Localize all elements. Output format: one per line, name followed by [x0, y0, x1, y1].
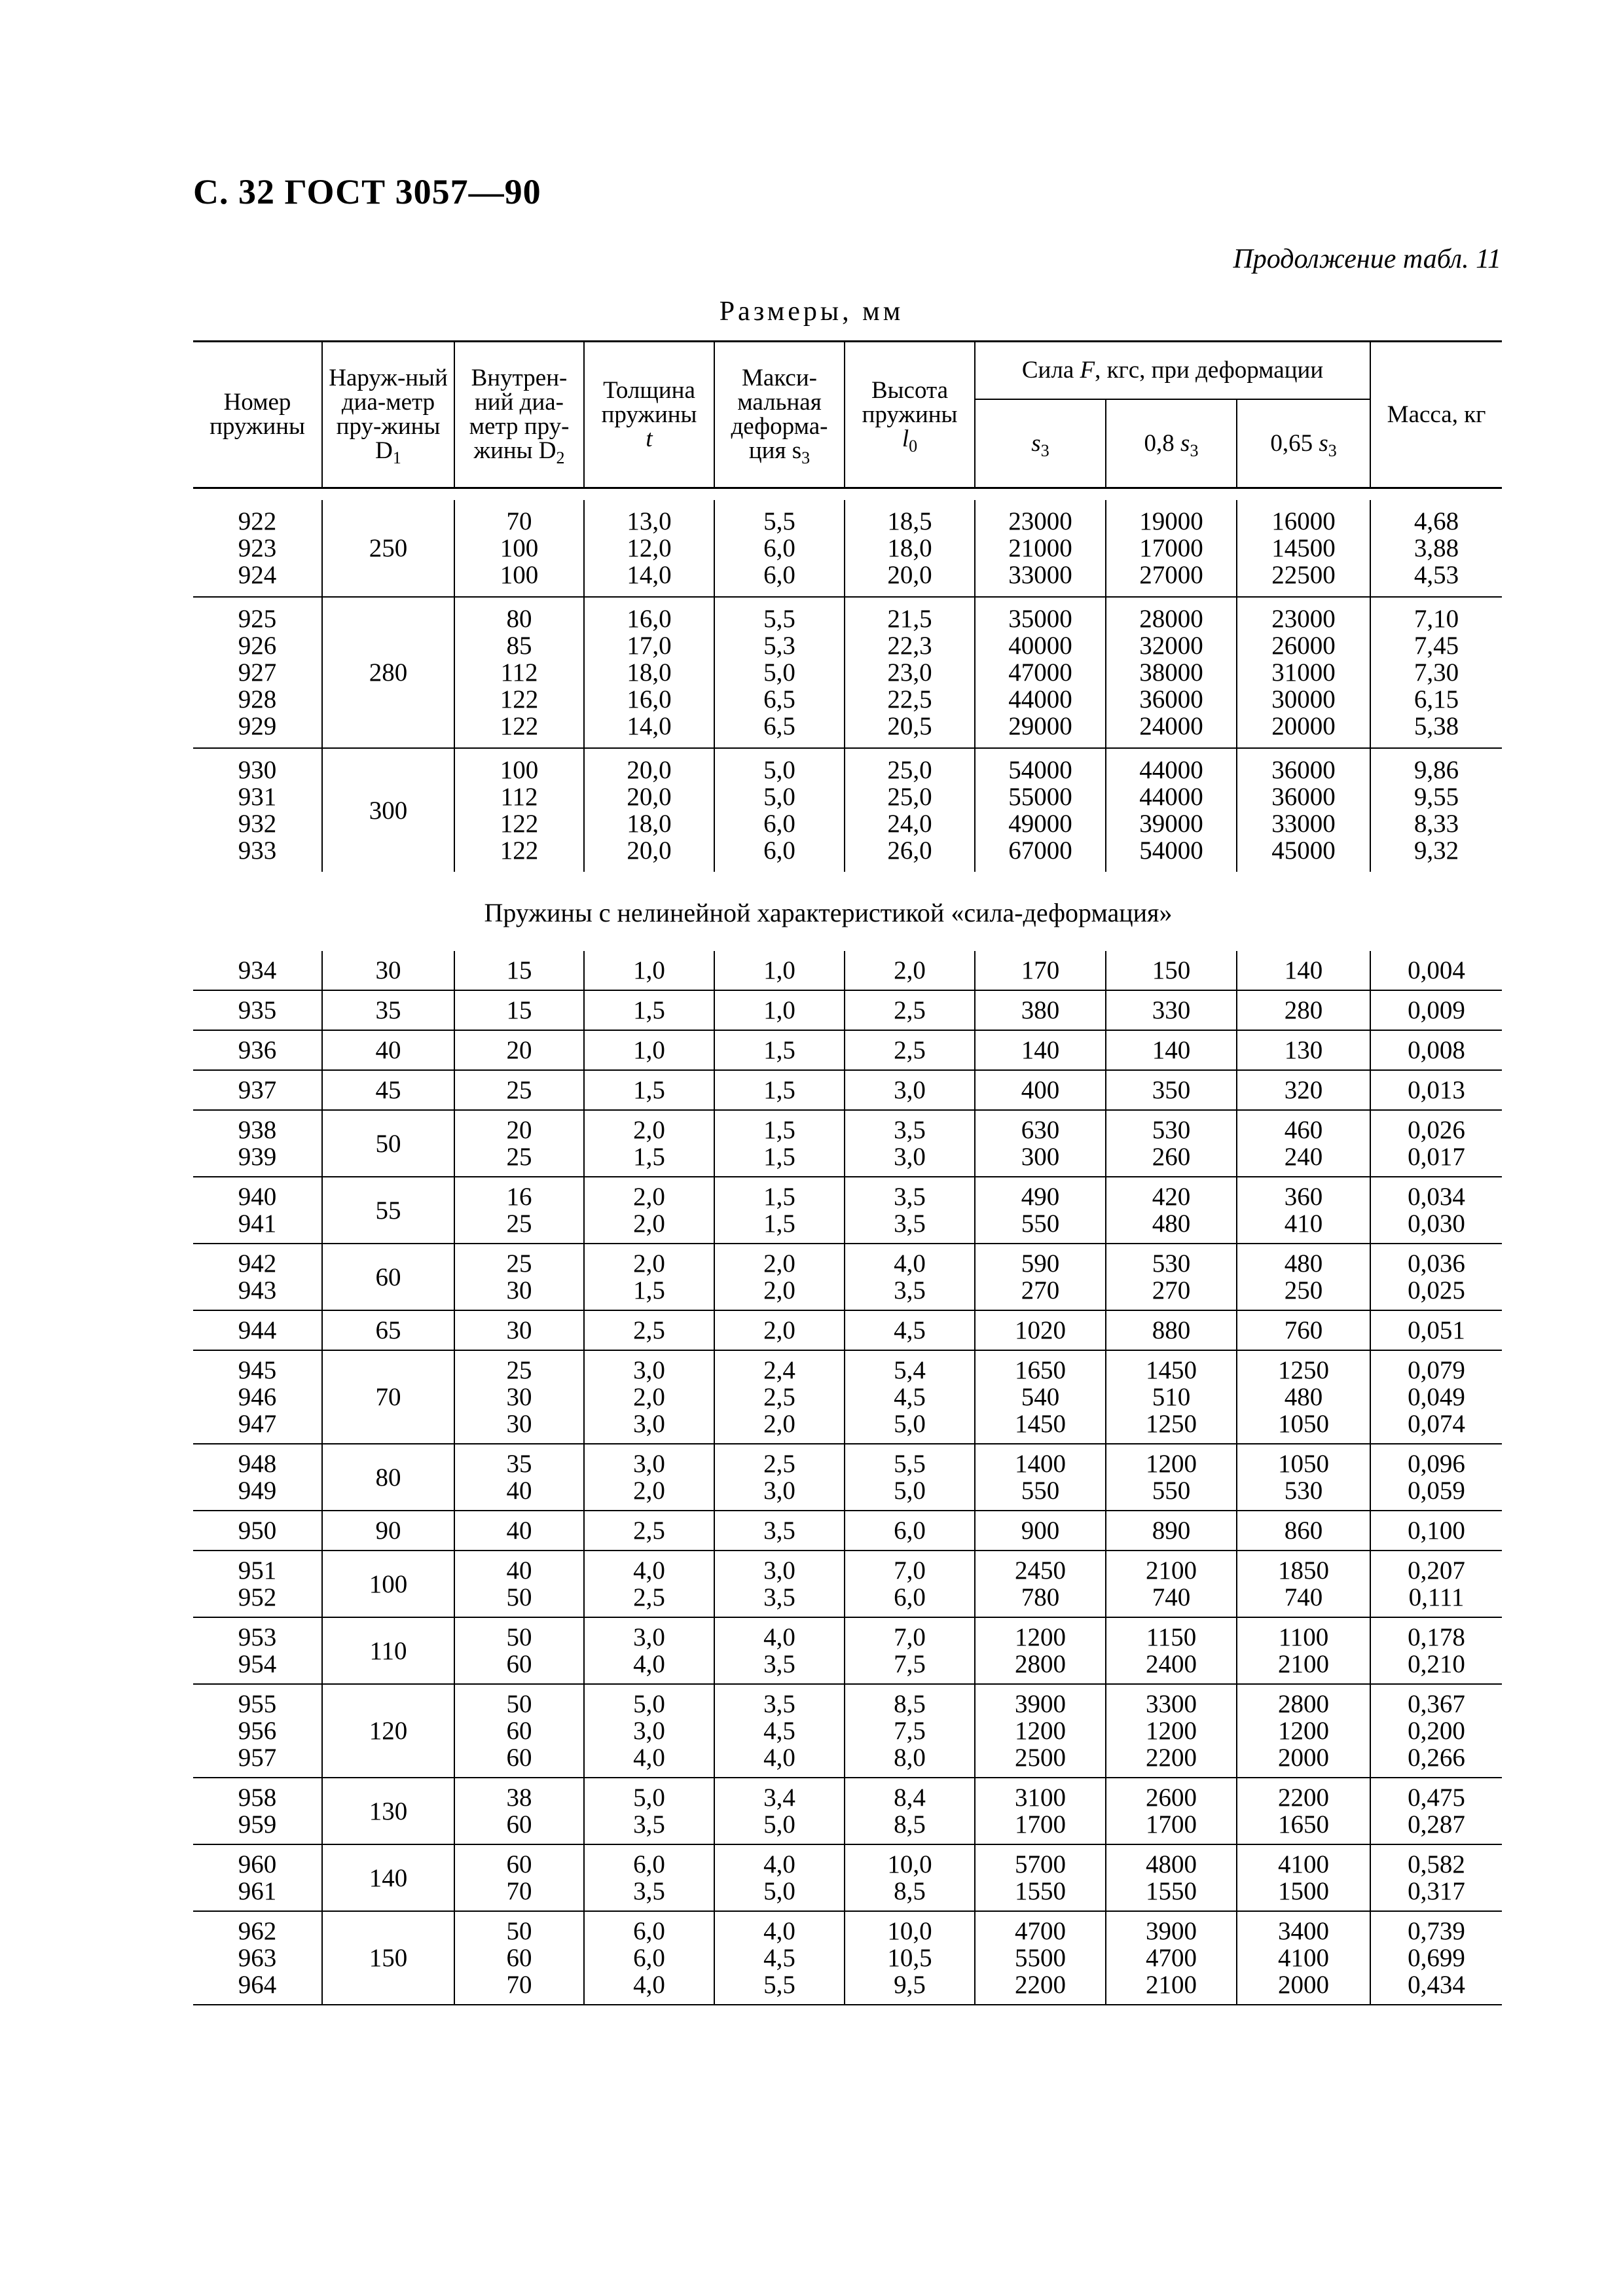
- cell-height: 7,0 7,5: [845, 1617, 975, 1684]
- table-row: [193, 1778, 1502, 1844]
- cell-force-08-s3: 2600 1700: [1106, 1778, 1237, 1844]
- header-number: Номер пружины: [210, 389, 305, 440]
- cell-thickness: 2,0 1,5: [584, 1244, 714, 1310]
- cell-height: 25,0 25,0 24,0 26,0: [845, 748, 975, 872]
- cell-mass: 0,178 0,210: [1370, 1617, 1502, 1684]
- units-caption: Размеры, мм: [719, 296, 904, 327]
- cell-force-065-s3: 3400 4100 2000: [1237, 1911, 1370, 2005]
- cell-mass: 0,026 0,017: [1370, 1110, 1502, 1177]
- spring-table-linear: [193, 500, 1502, 872]
- cell-force-08-s3: 4800 1550: [1106, 1844, 1237, 1911]
- cell-height: 2,0: [845, 951, 975, 990]
- cell-force-08-s3: 420 480: [1106, 1177, 1237, 1244]
- cell-inner-diameter: 15: [454, 990, 584, 1030]
- cell-spring-number: 951 952: [193, 1551, 322, 1617]
- cell-max-deformation: 4,0 5,0: [714, 1844, 845, 1911]
- cell-inner-diameter: 16 25: [454, 1177, 584, 1244]
- cell-inner-diameter: 30: [454, 1310, 584, 1350]
- cell-spring-number: 936: [193, 1030, 322, 1070]
- cell-force-065-s3: 480 250: [1237, 1244, 1370, 1310]
- cell-force-065-s3: 1850 740: [1237, 1551, 1370, 1617]
- cell-force-08-s3: 3300 1200 2200: [1106, 1684, 1237, 1778]
- cell-force-08-s3: 330: [1106, 990, 1237, 1030]
- cell-height: 2,5: [845, 990, 975, 1030]
- cell-outer-diameter: 150: [322, 1911, 454, 2005]
- cell-force-08-s3: 530 260: [1106, 1110, 1237, 1177]
- cell-height: 21,5 22,3 23,0 22,5 20,5: [845, 597, 975, 748]
- cell-max-deformation: 5,0 5,0 6,0 6,0: [714, 748, 845, 872]
- cell-force-s3: 4700 5500 2200: [975, 1911, 1106, 2005]
- cell-inner-diameter: 50 60 70: [454, 1911, 584, 2005]
- table-row: [193, 1844, 1502, 1911]
- cell-inner-diameter: 40: [454, 1511, 584, 1551]
- cell-max-deformation: 2,0: [714, 1310, 845, 1350]
- cell-inner-diameter: 80 85 112 122 122: [454, 597, 584, 748]
- cell-max-deformation: 2,5 3,0: [714, 1444, 845, 1511]
- cell-force-s3: 170: [975, 951, 1106, 990]
- header-max-deformation: Макси-мальная деформа-ция $s_3$: [714, 342, 845, 487]
- cell-inner-diameter: 60 70: [454, 1844, 584, 1911]
- cell-max-deformation: 1,5: [714, 1070, 845, 1110]
- cell-max-deformation: 1,5: [714, 1030, 845, 1070]
- cell-mass: 0,582 0,317: [1370, 1844, 1502, 1911]
- cell-thickness: 16,0 17,0 18,0 16,0 14,0: [584, 597, 714, 748]
- cell-force-08-s3: 1200 550: [1106, 1444, 1237, 1511]
- cell-force-s3: 1400 550: [975, 1444, 1106, 1511]
- cell-height: 8,5 7,5 8,0: [845, 1684, 975, 1778]
- cell-height: 10,0 8,5: [845, 1844, 975, 1911]
- table-row: [193, 1617, 1502, 1684]
- cell-force-065-s3: 23000 26000 31000 30000 20000: [1237, 597, 1370, 748]
- table-row: [193, 1030, 1502, 1070]
- cell-outer-diameter: 250: [322, 500, 454, 597]
- cell-inner-diameter: 25 30 30: [454, 1350, 584, 1444]
- cell-spring-number: 930 931 932 933: [238, 756, 277, 865]
- cell-force-065-s3: 130: [1237, 1030, 1370, 1070]
- cell-height: 3,0: [845, 1070, 975, 1110]
- cell-outer-diameter: 130: [322, 1778, 454, 1844]
- cell-max-deformation: 3,5: [714, 1511, 845, 1551]
- cell-force-065-s3: 1250 480 1050: [1237, 1350, 1370, 1444]
- cell-force-065-s3: 360 410: [1237, 1177, 1370, 1244]
- cell-max-deformation: 2,0 2,0: [714, 1244, 845, 1310]
- cell-thickness: 3,0 2,0: [584, 1444, 714, 1511]
- cell-max-deformation: 3,4 5,0: [714, 1778, 845, 1844]
- cell-thickness: 1,0: [584, 951, 714, 990]
- spring-table-nonlinear: [193, 951, 1502, 2005]
- table-row: [193, 748, 1502, 872]
- cell-force-065-s3: 1050 530: [1237, 1444, 1370, 1511]
- cell-force-08-s3: 28000 32000 38000 36000 24000: [1106, 597, 1237, 748]
- header-inner-diameter: Внутрен-ний диа-метр пру-жины $D_2$: [454, 342, 584, 487]
- cell-mass: 0,004: [1370, 951, 1502, 990]
- cell-force-065-s3: 460 240: [1237, 1110, 1370, 1177]
- cell-force-s3: 2450 780: [975, 1551, 1106, 1617]
- page-header: С. 32 ГОСТ 3057—90: [193, 172, 541, 211]
- cell-force-08-s3: 1450 510 1250: [1106, 1350, 1237, 1444]
- cell-mass: 7,10 7,45 7,30 6,15 5,38: [1370, 597, 1502, 748]
- cell-force-065-s3: 140: [1237, 951, 1370, 990]
- cell-force-065-s3: 2800 1200 2000: [1237, 1684, 1370, 1778]
- cell-thickness: 6,0 6,0 4,0: [584, 1911, 714, 2005]
- header-mass: Масса, кг: [1370, 342, 1502, 487]
- cell-thickness: 2,5: [584, 1310, 714, 1350]
- cell-max-deformation: 4,0 4,5 5,5: [714, 1911, 845, 2005]
- cell-thickness: 20,0 20,0 18,0 20,0: [584, 748, 714, 872]
- cell-height: 18,5 18,0 20,0: [845, 500, 975, 597]
- cell-force-065-s3: 36000 36000 33000 45000: [1237, 748, 1370, 872]
- table-row: [193, 1244, 1502, 1310]
- section-title: Пружины с нелинейной характеристикой «сила-деформация»: [484, 898, 1173, 927]
- cell-thickness: 1,0: [584, 1030, 714, 1070]
- cell-spring-number: 958 959: [193, 1778, 322, 1844]
- cell-inner-diameter: 40 50: [454, 1551, 584, 1617]
- cell-mass: 0,096 0,059: [1370, 1444, 1502, 1511]
- table-row: [193, 951, 1502, 990]
- cell-force-065-s3: 280: [1237, 990, 1370, 1030]
- cell-height: 4,5: [845, 1310, 975, 1350]
- cell-force-s3: 900: [975, 1511, 1106, 1551]
- cell-force-065-s3: 760: [1237, 1310, 1370, 1350]
- cell-max-deformation: 1,0: [714, 990, 845, 1030]
- cell-height: 10,0 10,5 9,5: [845, 1911, 975, 2005]
- cell-force-s3: 1650 540 1450: [975, 1350, 1106, 1444]
- cell-spring-number: 962 963 964: [193, 1911, 322, 2005]
- table-row: [193, 1511, 1502, 1551]
- cell-outer-diameter: 50: [322, 1110, 454, 1177]
- cell-force-065-s3: 860: [1237, 1511, 1370, 1551]
- cell-inner-diameter: 15: [454, 951, 584, 990]
- cell-spring-number: 945 946 947: [193, 1350, 322, 1444]
- cell-mass: 0,013: [1370, 1070, 1502, 1110]
- cell-outer-diameter: 60: [322, 1244, 454, 1310]
- cell-height: 5,5 5,0: [845, 1444, 975, 1511]
- cell-outer-diameter: 100: [322, 1551, 454, 1617]
- cell-inner-diameter: 25: [454, 1070, 584, 1110]
- cell-force-065-s3: 16000 14500 22500: [1237, 500, 1370, 597]
- cell-mass: 4,68 3,88 4,53: [1370, 500, 1502, 597]
- cell-outer-diameter: 280: [322, 597, 454, 748]
- cell-inner-diameter: 25 30: [454, 1244, 584, 1310]
- cell-inner-diameter: 70 100 100: [454, 500, 584, 597]
- header-force: Сила F, кгс, при деформации: [975, 342, 1370, 399]
- cell-force-08-s3: 350: [1106, 1070, 1237, 1110]
- cell-force-s3: 140: [975, 1030, 1106, 1070]
- cell-height: 3,5 3,0: [845, 1110, 975, 1177]
- cell-force-s3: 400: [975, 1070, 1106, 1110]
- cell-spring-number: 935: [193, 990, 322, 1030]
- cell-force-s3: 54000 55000 49000 67000: [975, 748, 1106, 872]
- cell-outer-diameter: 70: [322, 1350, 454, 1444]
- cell-outer-diameter: 140: [322, 1844, 454, 1911]
- cell-max-deformation: 3,5 4,5 4,0: [714, 1684, 845, 1778]
- cell-mass: 0,079 0,049 0,074: [1370, 1350, 1502, 1444]
- cell-thickness: 4,0 2,5: [584, 1551, 714, 1617]
- header-force-08-s3: 0,8 $s_3$: [1106, 399, 1237, 487]
- cell-force-s3: 3100 1700: [975, 1778, 1106, 1844]
- cell-max-deformation: 1,0: [714, 951, 845, 990]
- cell-outer-diameter: 35: [322, 990, 454, 1030]
- header-thickness: Толщина пружины t: [584, 342, 714, 487]
- cell-force-s3: 23000 21000 33000: [975, 500, 1106, 597]
- cell-force-s3: 3900 1200 2500: [975, 1684, 1106, 1778]
- cell-height: 8,4 8,5: [845, 1778, 975, 1844]
- cell-thickness: 5,0 3,5: [584, 1778, 714, 1844]
- cell-max-deformation: 3,0 3,5: [714, 1551, 845, 1617]
- table-row: [193, 1444, 1502, 1511]
- cell-mass: 0,009: [1370, 990, 1502, 1030]
- cell-force-08-s3: 2100 740: [1106, 1551, 1237, 1617]
- cell-force-08-s3: 3900 4700 2100: [1106, 1911, 1237, 2005]
- cell-mass: 0,367 0,200 0,266: [1370, 1684, 1502, 1778]
- cell-force-065-s3: 2200 1650: [1237, 1778, 1370, 1844]
- cell-mass: 0,100: [1370, 1511, 1502, 1551]
- cell-mass: 0,034 0,030: [1370, 1177, 1502, 1244]
- cell-inner-diameter: 35 40: [454, 1444, 584, 1511]
- cell-mass: 0,207 0,111: [1370, 1551, 1502, 1617]
- cell-height: 5,4 4,5 5,0: [845, 1350, 975, 1444]
- header-height: Высота пружины $l_0$: [845, 342, 975, 487]
- cell-inner-diameter: 50 60: [454, 1617, 584, 1684]
- cell-thickness: 13,0 12,0 14,0: [584, 500, 714, 597]
- cell-spring-number: 938 939: [193, 1110, 322, 1177]
- cell-force-065-s3: 4100 1500: [1237, 1844, 1370, 1911]
- cell-force-08-s3: 140: [1106, 1030, 1237, 1070]
- cell-thickness: 3,0 2,0 3,0: [584, 1350, 714, 1444]
- cell-force-08-s3: 19000 17000 27000: [1106, 500, 1237, 597]
- cell-spring-number: 950: [193, 1511, 322, 1551]
- cell-outer-diameter: 110: [322, 1617, 454, 1684]
- cell-height: 2,5: [845, 1030, 975, 1070]
- cell-max-deformation: 5,5 6,0 6,0: [714, 500, 845, 597]
- cell-force-s3: 35000 40000 47000 44000 29000: [975, 597, 1106, 748]
- cell-max-deformation: 5,5 5,3 5,0 6,5 6,5: [714, 597, 845, 748]
- cell-height: 3,5 3,5: [845, 1177, 975, 1244]
- cell-thickness: 3,0 4,0: [584, 1617, 714, 1684]
- cell-spring-number: 940 941: [193, 1177, 322, 1244]
- cell-spring-number: 948 949: [193, 1444, 322, 1511]
- cell-force-s3: 1200 2800: [975, 1617, 1106, 1684]
- cell-max-deformation: 2,4 2,5 2,0: [714, 1350, 845, 1444]
- table-continuation-label: Продолжение табл. 11: [1233, 244, 1501, 274]
- cell-mass: 0,739 0,699 0,434: [1370, 1911, 1502, 2005]
- cell-spring-number: 955 956 957: [193, 1684, 322, 1778]
- cell-max-deformation: 1,5 1,5: [714, 1110, 845, 1177]
- table-row: [193, 500, 1502, 597]
- cell-force-08-s3: 150: [1106, 951, 1237, 990]
- cell-spring-number: 953 954: [193, 1617, 322, 1684]
- cell-inner-diameter: 50 60 60: [454, 1684, 584, 1778]
- cell-force-065-s3: 1100 2100: [1237, 1617, 1370, 1684]
- table-row: [193, 1070, 1502, 1110]
- cell-mass: 0,036 0,025: [1370, 1244, 1502, 1310]
- cell-force-08-s3: 44000 44000 39000 54000: [1106, 748, 1237, 872]
- table-row: [193, 1310, 1502, 1350]
- cell-spring-number: 922 923 924: [193, 500, 322, 597]
- cell-thickness: 6,0 3,5: [584, 1844, 714, 1911]
- cell-outer-diameter: 80: [322, 1444, 454, 1511]
- cell-force-s3: 380: [975, 990, 1106, 1030]
- cell-spring-number: 942 943: [193, 1244, 322, 1310]
- cell-height: 7,0 6,0: [845, 1551, 975, 1617]
- table-header: [193, 340, 1502, 489]
- table-row: [193, 1684, 1502, 1778]
- cell-thickness: 1,5: [584, 990, 714, 1030]
- cell-force-08-s3: 880: [1106, 1310, 1237, 1350]
- table-row: [193, 1110, 1502, 1177]
- cell-outer-diameter: 55: [322, 1177, 454, 1244]
- cell-thickness: 5,0 3,0 4,0: [584, 1684, 714, 1778]
- cell-mass: 0,008: [1370, 1030, 1502, 1070]
- cell-thickness: 2,0 1,5: [584, 1110, 714, 1177]
- cell-outer-diameter: 45: [322, 1070, 454, 1110]
- table-row: [193, 597, 1502, 748]
- cell-thickness: 1,5: [584, 1070, 714, 1110]
- cell-spring-number: 925 926 927 928 929: [193, 597, 322, 748]
- cell-spring-number: 937: [193, 1070, 322, 1110]
- cell-thickness: 2,0 2,0: [584, 1177, 714, 1244]
- cell-outer-diameter: 300: [322, 748, 454, 872]
- cell-force-s3: 5700 1550: [975, 1844, 1106, 1911]
- cell-spring-number: 944: [193, 1310, 322, 1350]
- cell-height: 6,0: [845, 1511, 975, 1551]
- table-row: [193, 1350, 1502, 1444]
- header-outer-diameter: Наруж-ный диа-метр пру-жины $D_1$: [322, 342, 454, 487]
- cell-force-s3: 590 270: [975, 1244, 1106, 1310]
- cell-force-08-s3: 890: [1106, 1511, 1237, 1551]
- cell-inner-diameter: 38 60: [454, 1778, 584, 1844]
- cell-inner-diameter: 20: [454, 1030, 584, 1070]
- cell-height: 4,0 3,5: [845, 1244, 975, 1310]
- table-row: [193, 1177, 1502, 1244]
- table-row: [193, 1911, 1502, 2005]
- cell-force-08-s3: 1150 2400: [1106, 1617, 1237, 1684]
- table-row: [193, 1551, 1502, 1617]
- cell-thickness: 2,5: [584, 1511, 714, 1551]
- cell-mass: 0,051: [1370, 1310, 1502, 1350]
- cell-outer-diameter: 30: [322, 951, 454, 990]
- cell-force-s3: 1020: [975, 1310, 1106, 1350]
- cell-outer-diameter: 120: [322, 1684, 454, 1778]
- cell-force-065-s3: 320: [1237, 1070, 1370, 1110]
- cell-inner-diameter: 20 25: [454, 1110, 584, 1177]
- cell-max-deformation: 1,5 1,5: [714, 1177, 845, 1244]
- cell-force-08-s3: 530 270: [1106, 1244, 1237, 1310]
- cell-spring-number: 960 961: [193, 1844, 322, 1911]
- cell-force-s3: 490 550: [975, 1177, 1106, 1244]
- cell-outer-diameter: 40: [322, 1030, 454, 1070]
- table-row: [193, 990, 1502, 1030]
- cell-mass: 0,475 0,287: [1370, 1778, 1502, 1844]
- cell-spring-number: 934: [193, 951, 322, 990]
- cell-force-s3: 630 300: [975, 1110, 1106, 1177]
- cell-outer-diameter: 90: [322, 1511, 454, 1551]
- header-force-065-s3: 0,65 $s_3$: [1237, 399, 1370, 487]
- cell-outer-diameter: 65: [322, 1310, 454, 1350]
- cell-max-deformation: 4,0 3,5: [714, 1617, 845, 1684]
- cell-mass: 9,86 9,55 8,33 9,32: [1370, 748, 1502, 872]
- cell-inner-diameter: 100 112 122 122: [454, 748, 584, 872]
- header-force-s3: $s_3$: [975, 399, 1106, 487]
